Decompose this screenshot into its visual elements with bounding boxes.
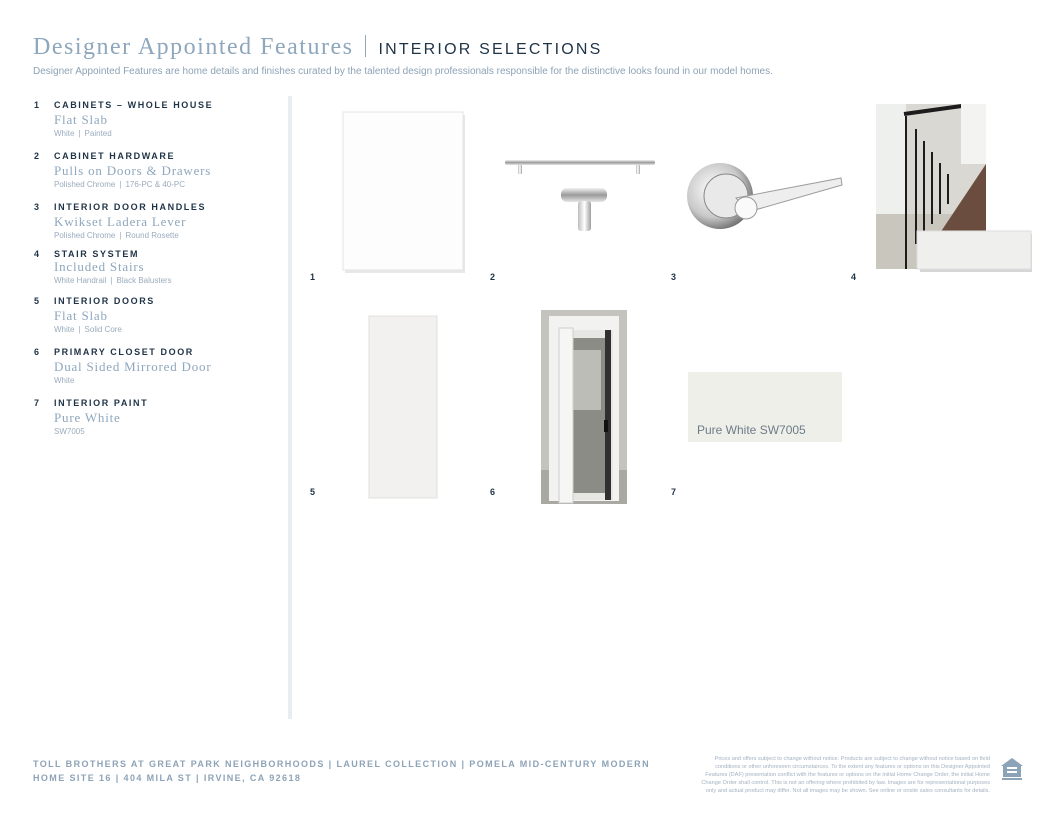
selection-item [34, 398, 284, 436]
selection-detail: Polished Chrome | Round Rosette [54, 231, 179, 240]
paint-swatch [688, 372, 842, 442]
selection-item [34, 202, 284, 240]
selection-name: Flat Slab [54, 112, 108, 127]
selection-detail: White Handrail | Black Balusters [54, 276, 172, 285]
selection-item [34, 100, 284, 138]
footer-address: HOME SITE 16 | 404 MILA ST | IRVINE, CA 92618 [33, 773, 302, 783]
gallery-number: 4 [851, 272, 857, 282]
cabinet-pull-image [503, 155, 658, 237]
equal-housing-icon [1000, 757, 1024, 781]
selection-number: 4 [34, 249, 40, 259]
selection-name: Pure White [54, 410, 121, 425]
selection-name: Flat Slab [54, 308, 108, 323]
intro-text: Designer Appointed Features are home details and finishes curated by the talented design professionals responsible for the distinctive looks found in our model homes. [33, 66, 773, 77]
page-header [33, 34, 603, 61]
selection-category: PRIMARY CLOSET DOOR [54, 347, 194, 357]
gallery-number: 3 [671, 272, 677, 282]
gallery-number: 6 [490, 487, 496, 497]
selection-category: STAIR SYSTEM [54, 249, 140, 259]
gallery-number: 5 [310, 487, 316, 497]
selection-item [34, 249, 284, 285]
selection-number: 5 [34, 296, 40, 306]
stair-system-image [876, 104, 1036, 274]
interior-door-image [368, 315, 440, 500]
selection-name: Included Stairs [54, 259, 145, 274]
selection-detail: White [54, 376, 75, 385]
page-title: Designer Appointed Features [33, 34, 354, 60]
selection-name: Kwikset Ladera Lever [54, 214, 187, 229]
selection-number: 3 [34, 202, 40, 212]
title-divider [365, 35, 366, 57]
selection-category: CABINET HARDWARE [54, 151, 176, 161]
cabinet-door-image [340, 110, 468, 274]
selection-name: Dual Sided Mirrored Door [54, 359, 212, 374]
selection-number: 2 [34, 151, 40, 161]
selection-category: INTERIOR DOOR HANDLES [54, 202, 207, 212]
selection-number: 6 [34, 347, 40, 357]
selection-category: CABINETS – WHOLE HOUSE [54, 100, 214, 110]
selection-detail: White | Solid Core [54, 325, 122, 334]
selection-detail: SW7005 [54, 427, 85, 436]
selection-category: INTERIOR DOORS [54, 296, 155, 306]
gallery-number: 2 [490, 272, 496, 282]
mirrored-door-image [541, 310, 629, 505]
column-divider [288, 96, 292, 719]
selection-item [34, 347, 284, 385]
selection-category: INTERIOR PAINT [54, 398, 149, 408]
selection-detail: Polished Chrome | 176-PC & 40-PC [54, 180, 186, 189]
selection-number: 1 [34, 100, 40, 110]
selection-name: Pulls on Doors & Drawers [54, 163, 212, 178]
selection-number: 7 [34, 398, 40, 408]
paint-swatch-label: Pure White SW7005 [697, 423, 806, 437]
selection-item [34, 151, 284, 189]
legal-disclaimer: Prices and offers subject to change without notice. Products are subject to change without notice based on field conditions or other unforeseen circumstances. To the extent any features or options on this Designer Appointed Features (DAF) presentation conflict with the features or options on the initial Home Change Order, the initial Home Change Order shall control. This is not an offering where prohibited by law. Images are for representational purposes only and actual product may differ. Not all images may be shown. See online or onsite sales consultants for details. [701, 756, 990, 794]
selection-detail: White | Painted [54, 129, 112, 138]
door-lever-image [686, 158, 844, 234]
gallery-number: 1 [310, 272, 316, 282]
page-subtitle: INTERIOR SELECTIONS [378, 41, 603, 58]
selection-item [34, 296, 284, 334]
footer-community: TOLL BROTHERS AT GREAT PARK NEIGHBORHOODS | LAUREL COLLECTION | POMELA MID-CENTURY MODERN [33, 759, 650, 769]
gallery-number: 7 [671, 487, 677, 497]
